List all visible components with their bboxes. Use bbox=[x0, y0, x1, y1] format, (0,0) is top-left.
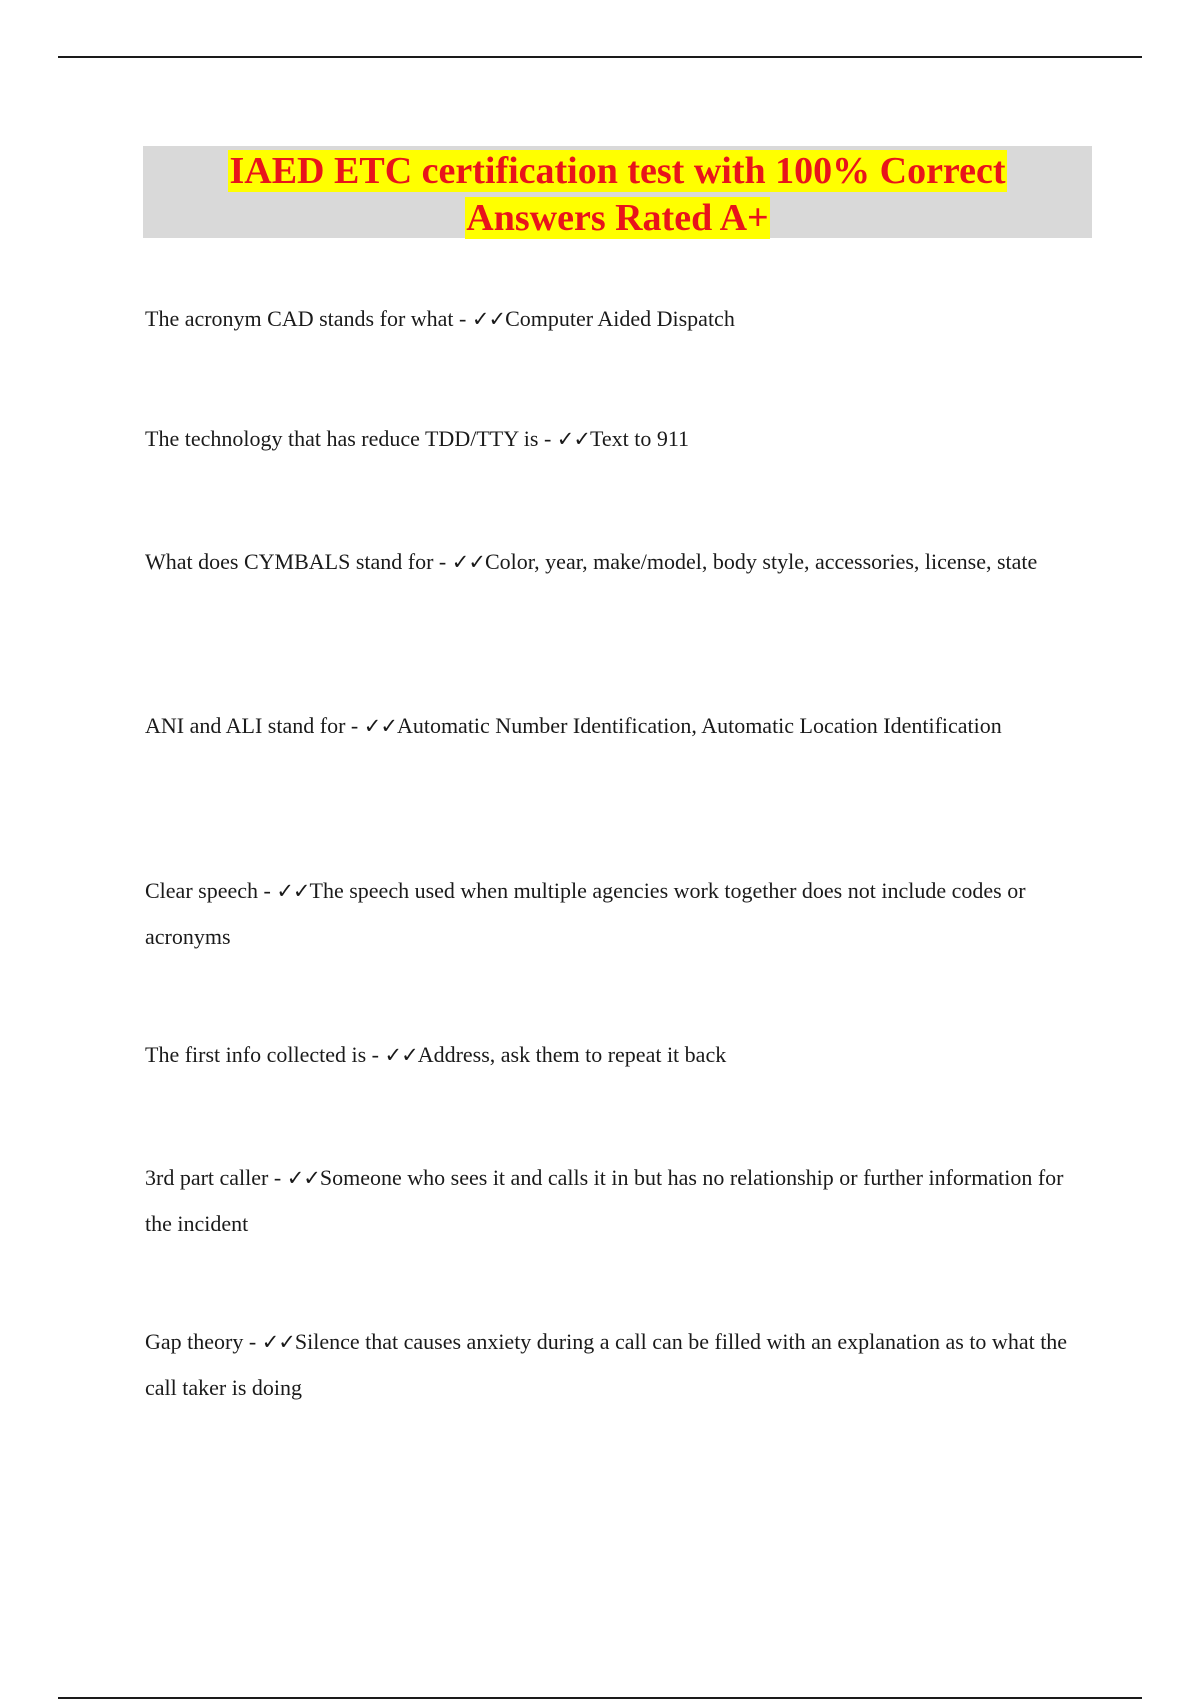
page-title bbox=[143, 148, 1092, 242]
bottom-rule bbox=[58, 1697, 1142, 1699]
qa-item: ANI and ALI stand for - ✓✓Automatic Number Identification, Automatic Location Identification bbox=[145, 713, 1002, 738]
title-banner bbox=[143, 146, 1092, 238]
question-text: Clear speech bbox=[145, 878, 258, 903]
double-check-icon: ✓✓ bbox=[276, 879, 310, 903]
top-rule bbox=[58, 56, 1142, 58]
answer-text: Text to 911 bbox=[589, 426, 690, 451]
question-text: The acronym CAD stands for what bbox=[145, 306, 454, 331]
double-check-icon: ✓✓ bbox=[363, 714, 397, 738]
qa-item: What does CYMBALS stand for - ✓✓Color, year, make/model, body style, accessories, license, state bbox=[145, 549, 1038, 574]
answer-text: Color, year, make/model, body style, accessories, license, state bbox=[484, 549, 1038, 574]
title-line-1: IAED ETC certification test with 100% Correct bbox=[229, 150, 1006, 192]
question-text: The technology that has reduce TDD/TTY is bbox=[145, 426, 539, 451]
double-check-icon: ✓✓ bbox=[451, 550, 485, 574]
double-check-icon: ✓✓ bbox=[471, 307, 506, 331]
answer-text: Silence that causes anxiety during a call can be filled with an explanation as to what the call taker is doing bbox=[145, 1329, 1068, 1400]
question-text: Gap theory bbox=[145, 1329, 244, 1354]
answer-text: Address, ask them to repeat it back bbox=[417, 1042, 727, 1067]
title-line-2: Answers Rated A+ bbox=[466, 197, 769, 239]
qa-item: 3rd part caller - ✓✓Someone who sees it and calls it in but has no relationship or further information for the incident bbox=[145, 1165, 1064, 1236]
answer-text: The speech used when multiple agencies work together does not include codes or acronyms bbox=[145, 878, 1026, 949]
double-check-icon: ✓✓ bbox=[261, 1330, 295, 1354]
question-text: 3rd part caller bbox=[145, 1165, 269, 1190]
question-text: ANI and ALI stand for bbox=[145, 713, 346, 738]
qa-item: The acronym CAD stands for what - ✓✓Computer Aided Dispatch bbox=[145, 306, 735, 331]
question-text: The first info collected is bbox=[145, 1042, 367, 1067]
answer-text: Computer Aided Dispatch bbox=[505, 306, 735, 331]
qa-item: The first info collected is - ✓✓Address, ask them to repeat it back bbox=[145, 1042, 727, 1067]
double-check-icon: ✓✓ bbox=[384, 1043, 418, 1067]
answer-text: Someone who sees it and calls it in but has no relationship or further information for the incident bbox=[145, 1165, 1064, 1236]
question-text: What does CYMBALS stand for bbox=[145, 549, 434, 574]
qa-item: Clear speech - ✓✓The speech used when multiple agencies work together does not include codes or acronyms bbox=[145, 878, 1026, 949]
double-check-icon: ✓✓ bbox=[556, 427, 590, 451]
double-check-icon: ✓✓ bbox=[286, 1166, 320, 1190]
qa-item: Gap theory - ✓✓Silence that causes anxiety during a call can be filled with an explanation as to what the call taker is doing bbox=[145, 1329, 1068, 1400]
qa-item: The technology that has reduce TDD/TTY is - ✓✓Text to 911 bbox=[145, 426, 690, 451]
answer-text: Automatic Number Identification, Automatic Location Identification bbox=[396, 713, 1002, 738]
